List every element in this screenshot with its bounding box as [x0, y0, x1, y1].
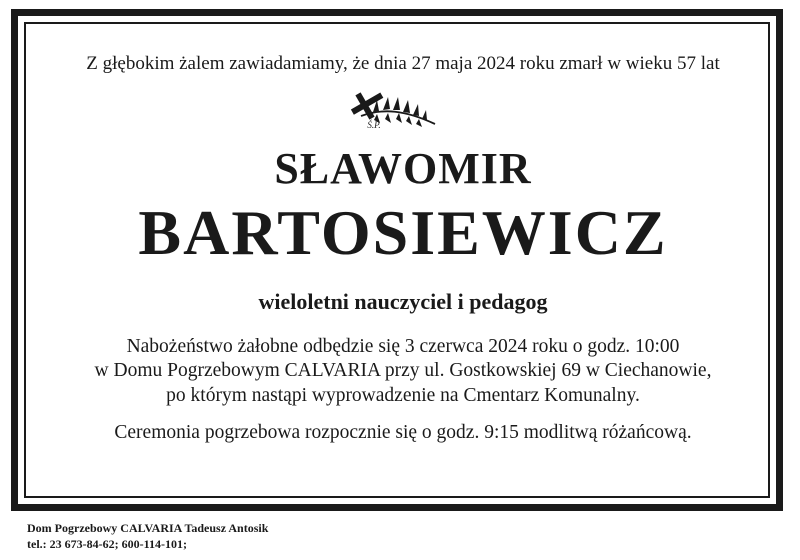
intro-text: Z głębokim żalem zawiadamiamy, że dnia 27 maja 2024 roku zmarł w wieku 57 lat — [86, 53, 720, 74]
ceremony-detail-line: Nabożeństwo żałobne odbędzie się 3 czerwca 2024 roku o godz. 10:00 — [126, 336, 680, 357]
deceased-role: wieloletni nauczyciel i pedagog — [258, 289, 548, 314]
deceased-first-name: SŁAWOMIR — [274, 144, 532, 193]
deceased-last-name: BARTOSIEWICZ — [138, 197, 668, 268]
funeral-home-name: Dom Pogrzebowy CALVARIA Tadeusz Antosik — [27, 521, 269, 535]
sp-label: Ś.P. — [367, 120, 381, 130]
cross-with-palm-branch-icon — [343, 86, 439, 132]
ceremony-detail-line: w Domu Pogrzebowym CALVARIA przy ul. Gostkowskiej 69 w Ciechanowie, — [94, 360, 712, 381]
funeral-home-phone: tel.: 23 673-84-62; 600-114-101; — [27, 537, 187, 551]
rosary-detail-line: Ceremonia pogrzebowa rozpocznie się o godz. 9:15 modlitwą różańcową. — [114, 422, 692, 443]
ceremony-detail-line: po którym nastąpi wyprowadzenie na Cmentarz Komunalny. — [166, 385, 640, 406]
